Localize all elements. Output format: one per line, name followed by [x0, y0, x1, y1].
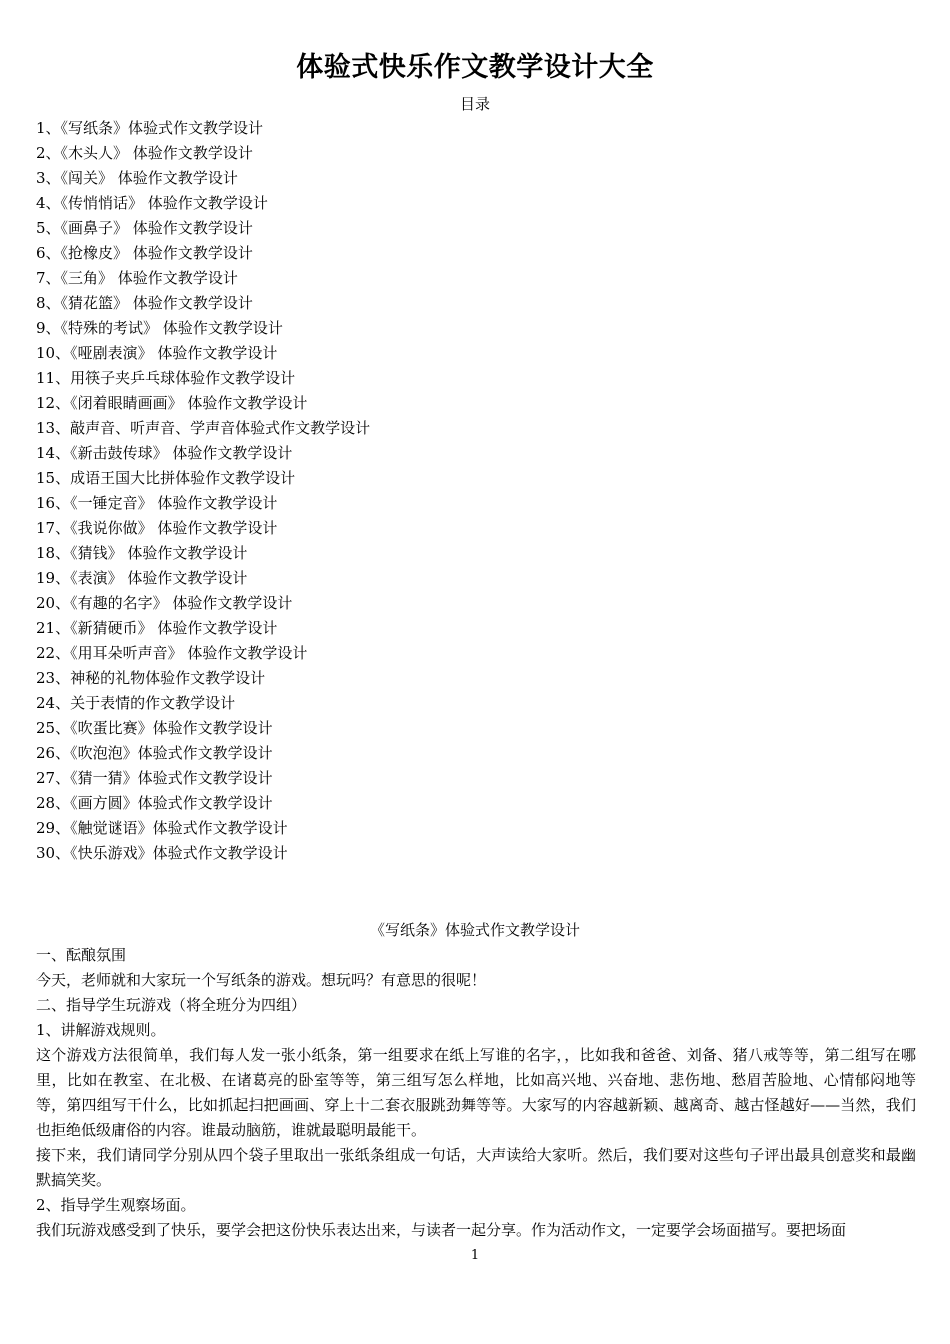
body-paragraph: 今天，老师就和大家玩一个写纸条的游戏。想玩吗？有意思的很呢！ — [36, 971, 487, 989]
toc-item: 22、《用耳朵听声音》 体验作文教学设计 — [36, 644, 308, 662]
toc-item: 1、《写纸条》体验式作文教学设计 — [36, 119, 264, 137]
document-title: 体验式快乐作文教学设计大全 — [296, 52, 654, 83]
toc-item: 30、《快乐游戏》体验式作文教学设计 — [36, 844, 288, 862]
body-paragraph: 接下来，我们请同学分别从四个袋子里取出一张纸条组成一句话，大声读给大家听。然后，我们要对这些句子评出最具创意奖和最幽默搞笑奖。 — [36, 1146, 916, 1189]
toc-item: 16、《一锤定音》 体验作文教学设计 — [36, 494, 278, 512]
toc-heading: 目录 — [459, 95, 490, 113]
body-paragraph: 这个游戏方法很简单，我们每人发一张小纸条，第一组要求在纸上写谁的名字，，比如我和爸爸、刘备、猪八戒等等，第二组写在哪里，比如在教室、在北极、在诸葛亮的卧室等等，第三组写怎么样地，比如高兴地、兴奋地、悲伤地、愁眉苦脸地、心情郁闷地等等，第四组写干什么，比如抓起扫把画画、穿上十二套衣服跳劲舞等等。大家写的内容越新颖、越离奇、越古怪越好——当然，我们也拒绝低级庸俗的内容。谁最动脑筋，谁就最聪明最能干。 — [36, 1046, 916, 1139]
toc-item: 2、《木头人》 体验作文教学设计 — [36, 144, 253, 162]
toc-item: 19、《表演》 体验作文教学设计 — [36, 569, 248, 587]
section-heading: 二、指导学生玩游戏（将全班分为四组） — [36, 996, 307, 1014]
toc-item: 9、《特殊的考试》 体验作文教学设计 — [36, 319, 283, 337]
toc-item: 21、《新猜硬币》 体验作文教学设计 — [36, 619, 278, 637]
subsection-heading: 1、讲解游戏规则。 — [36, 1021, 166, 1039]
section-body — [36, 943, 916, 1243]
toc-item: 29、《触觉谜语》体验式作文教学设计 — [36, 819, 288, 837]
toc-item: 4、《传悄悄话》 体验作文教学设计 — [36, 194, 268, 212]
toc-item: 11、用筷子夹乒乓球体验作文教学设计 — [36, 369, 296, 387]
subsection-heading: 2、指导学生观察场面。 — [36, 1196, 196, 1214]
body-paragraph: 我们玩游戏感受到了快乐，要学会把这份快乐表达出来，与读者一起分享。作为活动作文，一定要学会场面描写。要把场面 — [36, 1221, 847, 1239]
toc-item: 7、《三角》 体验作文教学设计 — [36, 269, 238, 287]
toc-item: 3、《闯关》 体验作文教学设计 — [36, 169, 238, 187]
toc-item: 15、成语王国大比拼体验作文教学设计 — [36, 469, 296, 487]
toc-item: 23、神秘的礼物体验作文教学设计 — [36, 669, 266, 687]
table-of-contents — [36, 116, 370, 866]
toc-item: 28、《画方圆》体验式作文教学设计 — [36, 794, 273, 812]
toc-item: 18、《猜钱》 体验作文教学设计 — [36, 544, 248, 562]
toc-item: 27、《猜一猜》体验式作文教学设计 — [36, 769, 273, 787]
toc-item: 12、《闭着眼睛画画》 体验作文教学设计 — [36, 394, 308, 412]
toc-item: 8、《猜花篮》 体验作文教学设计 — [36, 294, 253, 312]
toc-item: 13、敲声音、听声音、学声音体验式作文教学设计 — [36, 419, 371, 437]
toc-item: 25、《吹蛋比赛》体验作文教学设计 — [36, 719, 273, 737]
section-title: 《写纸条》体验式作文教学设计 — [369, 921, 580, 939]
toc-item: 5、《画鼻子》 体验作文教学设计 — [36, 219, 253, 237]
section-heading: 一、酝酿氛围 — [36, 946, 127, 964]
toc-item: 20、《有趣的名字》 体验作文教学设计 — [36, 594, 293, 612]
toc-item: 26、《吹泡泡》体验式作文教学设计 — [36, 744, 273, 762]
toc-item: 17、《我说你做》 体验作文教学设计 — [36, 519, 278, 537]
toc-item: 14、《新击鼓传球》 体验作文教学设计 — [36, 444, 293, 462]
toc-item: 10、《哑剧表演》 体验作文教学设计 — [36, 344, 278, 362]
page-number: 1 — [470, 1248, 480, 1263]
toc-item: 24、关于表情的作文教学设计 — [36, 694, 236, 712]
toc-item: 6、《抢橡皮》 体验作文教学设计 — [36, 244, 253, 262]
